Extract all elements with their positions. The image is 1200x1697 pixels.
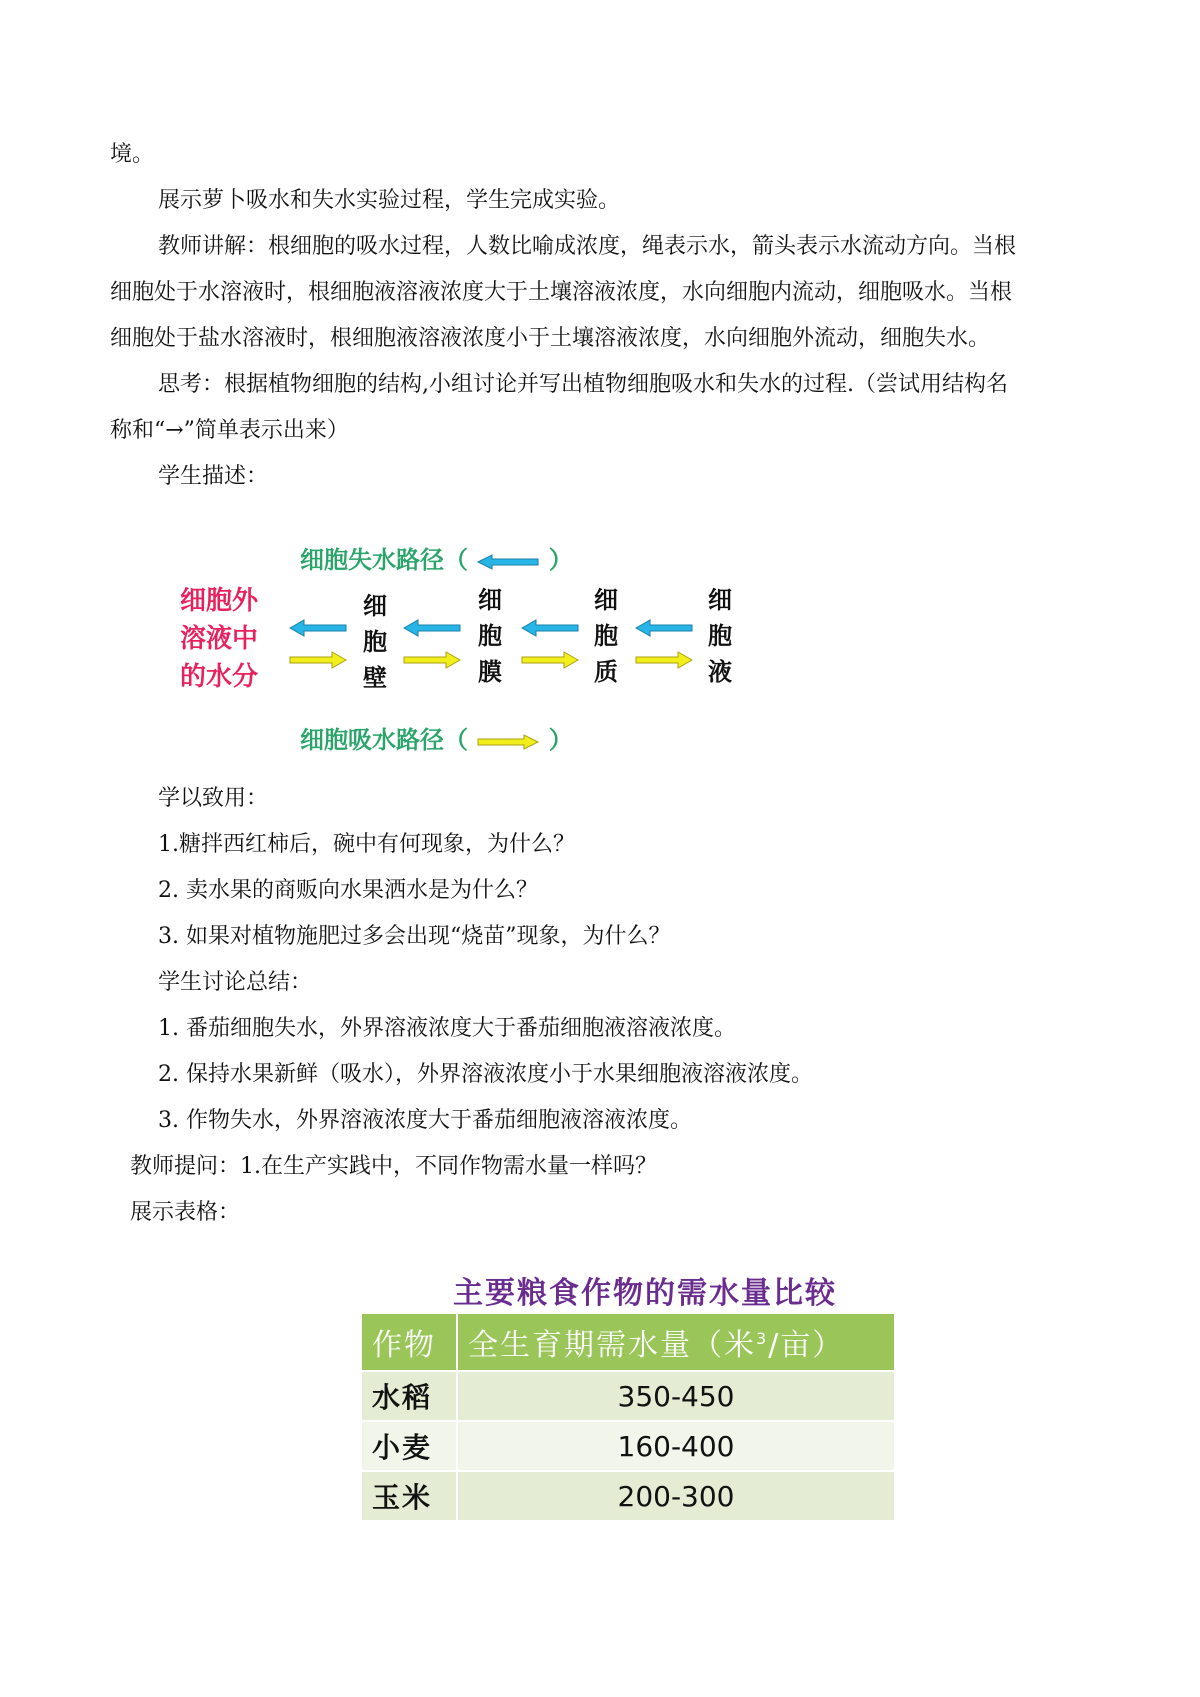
table-cell-value: 160-400 bbox=[457, 1421, 895, 1471]
table-cell-crop: 水稻 bbox=[361, 1371, 457, 1421]
water-requirement-table bbox=[360, 1312, 896, 1522]
lose-water-title: 细胞失水路径（ ） bbox=[300, 546, 573, 574]
table-row bbox=[361, 1421, 895, 1471]
table-cell-value: 200-300 bbox=[457, 1471, 895, 1521]
cell-wall-label: 细 胞 壁 bbox=[363, 592, 387, 692]
absorb-arrow-icon bbox=[634, 650, 694, 670]
apply-question-3: 3. 如果对植物施肥过多会出现“烧苗”现象，为什么？ bbox=[158, 924, 671, 949]
absorb-arrow-icon bbox=[402, 650, 462, 670]
table-header-water: 全生育期需水量（米$^3$/亩） bbox=[457, 1313, 895, 1371]
show-table-label: 展示表格： bbox=[130, 1200, 241, 1225]
absorb-legend-arrow-icon bbox=[476, 733, 540, 751]
paragraph-think-line2: 称和“→”简单表示出来） bbox=[110, 418, 349, 443]
table-header-crop: 作物 bbox=[361, 1313, 457, 1371]
summary-item-2: 2. 保持水果新鲜（吸水），外界溶液浓度小于水果细胞液溶液浓度。 bbox=[158, 1062, 813, 1087]
absorb-water-title: 细胞吸水路径（ ） bbox=[300, 726, 573, 754]
table-row bbox=[361, 1371, 895, 1421]
outside-water-label: 细胞外 溶液中 的水分 bbox=[180, 586, 259, 692]
paragraph-explain-line2: 细胞处于水溶液时，根细胞液溶液浓度大于土壤溶液浓度，水向细胞内流动，细胞吸水。当根 bbox=[110, 280, 1013, 305]
paragraph-student-describe: 学生描述： bbox=[158, 464, 269, 489]
apply-question-1: 1.糖拌西红柿后，碗中有何现象，为什么？ bbox=[158, 832, 575, 857]
table-cell-value: 350-450 bbox=[457, 1371, 895, 1421]
lose-arrow-icon bbox=[634, 618, 694, 638]
summary-heading: 学生讨论总结： bbox=[158, 970, 313, 995]
lose-arrow-icon bbox=[402, 618, 462, 638]
absorb-arrow-icon bbox=[520, 650, 580, 670]
paragraph-continuation: 境。 bbox=[110, 142, 155, 167]
summary-item-1: 1. 番茄细胞失水，外界溶液浓度大于番茄细胞液溶液浓度。 bbox=[158, 1016, 736, 1041]
paragraph-explain-line3: 细胞处于盐水溶液时，根细胞液溶液浓度小于土壤溶液浓度，水向细胞外流动，细胞失水。 bbox=[110, 326, 991, 351]
lose-arrow-icon bbox=[520, 618, 580, 638]
paragraph-explain-line1: 教师讲解：根细胞的吸水过程，人数比喻成浓度，绳表示水，箭头表示水流动方向。当根 bbox=[158, 234, 1017, 259]
table-title: 主要粮食作物的需水量比较 bbox=[453, 1276, 837, 1311]
teacher-question: 教师提问：1.在生产实践中，不同作物需水量一样吗？ bbox=[130, 1154, 657, 1179]
cell-membrane-label: 细 胞 膜 bbox=[478, 586, 502, 686]
table-cell-crop: 玉米 bbox=[361, 1471, 457, 1521]
cytoplasm-label: 细 胞 质 bbox=[594, 586, 618, 686]
table-cell-crop: 小麦 bbox=[361, 1421, 457, 1471]
cell-sap-label: 细 胞 液 bbox=[708, 586, 732, 686]
table-row bbox=[361, 1471, 895, 1521]
apply-question-2: 2. 卖水果的商贩向水果洒水是为什么？ bbox=[158, 878, 538, 903]
water-path-diagram bbox=[170, 530, 770, 754]
paragraph-experiment: 展示萝卜吸水和失水实验过程，学生完成实验。 bbox=[158, 188, 621, 213]
summary-item-3: 3. 作物失水，外界溶液浓度大于番茄细胞液溶液浓度。 bbox=[158, 1108, 692, 1133]
lose-legend-arrow-icon bbox=[476, 553, 540, 571]
apply-heading: 学以致用： bbox=[158, 786, 269, 811]
paragraph-think-line1: 思考：根据植物细胞的结构,小组讨论并写出植物细胞吸水和失水的过程.（尝试用结构名 bbox=[158, 372, 1008, 397]
absorb-arrow-icon bbox=[288, 650, 348, 670]
lose-arrow-icon bbox=[288, 618, 348, 638]
